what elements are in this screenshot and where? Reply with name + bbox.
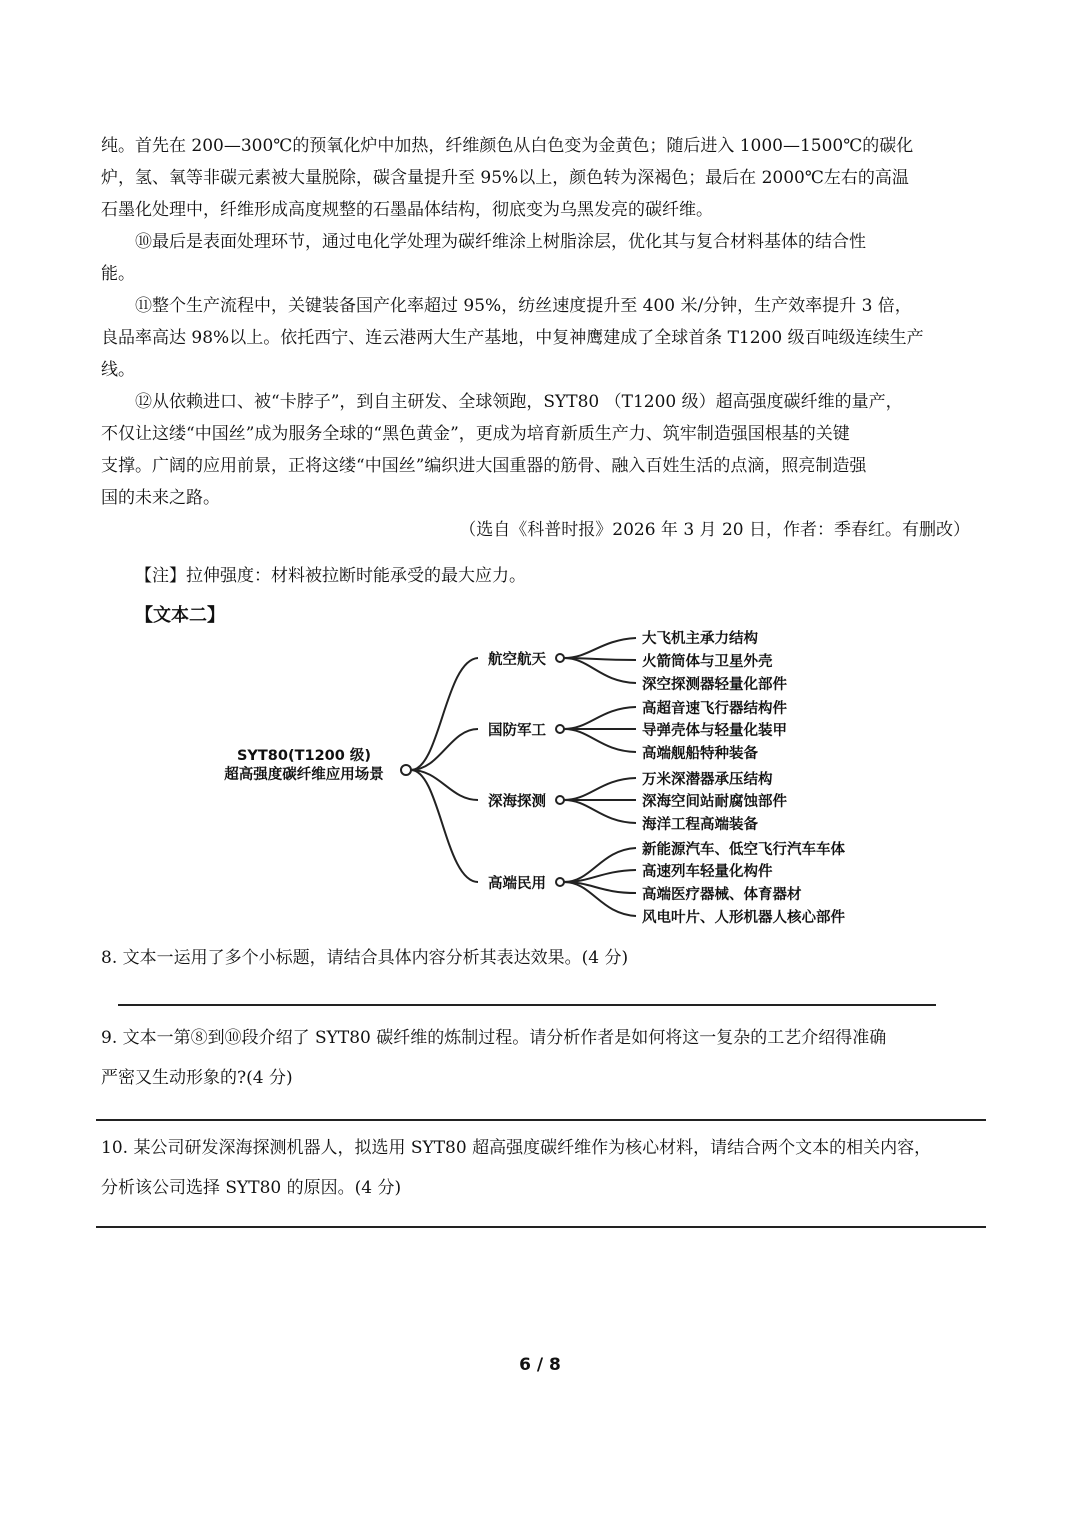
page-number: 6 / 8 — [519, 1355, 561, 1375]
branch-aerospace: 航空航天 — [488, 652, 546, 668]
connector — [564, 638, 636, 658]
branch-civil: 高端民用 — [488, 876, 546, 892]
branch-node-icon — [556, 654, 564, 662]
answer-line-q8[interactable] — [118, 1004, 936, 1006]
question-9-line2: 严密又生动形象的?(4 分) — [101, 1068, 293, 1088]
connector — [564, 778, 636, 800]
connector — [564, 707, 636, 729]
text2-heading: 【文本二】 — [135, 605, 225, 626]
connector — [564, 800, 636, 823]
question-10-line2: 分析该公司选择 SYT80 的原因。(4 分) — [101, 1178, 402, 1198]
leaf-item: 高速列车轻量化构件 — [642, 864, 773, 880]
source-citation: （选自《科普时报》2026 年 3 月 20 日，作者：季春红。有删改） — [459, 520, 970, 540]
connector — [564, 658, 636, 683]
leaf-item: 万米深潜器承压结构 — [642, 772, 773, 788]
text1-line: 良品率高达 98%以上。依托西宁、连云港两大生产基地，中复神鹰建成了全球首条 T1200 级百吨级连续生产 — [101, 328, 924, 348]
annotation-note: 【注】拉伸强度：材料被拉断时能承受的最大应力。 — [135, 566, 526, 586]
question-9-line1: 9. 文本一第⑧到⑩段介绍了 SYT80 碳纤维的炼制过程。请分析作者是如何将这一复杂的工艺介绍得准确 — [101, 1028, 887, 1048]
paragraph-12: ⑫从依赖进口、被“卡脖子”，到自主研发、全球领跑，SYT80 （T1200 级）超高强度碳纤维的量产， — [135, 392, 903, 412]
connector — [411, 658, 478, 770]
branch-defense: 国防军工 — [488, 723, 546, 739]
text1-line: 石墨化处理中，纤维形成高度规整的石墨晶体结构，彻底变为乌黑发亮的碳纤维。 — [101, 200, 713, 220]
branch-node-icon — [556, 878, 564, 886]
leaf-item: 大飞机主承力结构 — [642, 631, 758, 647]
question-10-line1: 10. 某公司研发深海探测机器人，拟选用 SYT80 超高强度碳纤维作为核心材料，请结合两个文本的相关内容， — [101, 1138, 932, 1158]
leaf-item: 高端医疗器械、体育器材 — [642, 887, 802, 903]
text1-line: 支撑。广阔的应用前景，正将这缕“中国丝”编织进大国重器的筋骨、融入百姓生活的点滴，照亮制造强 — [101, 456, 867, 476]
answer-line-q10[interactable] — [96, 1226, 986, 1228]
leaf-item: 海洋工程高端装备 — [642, 817, 758, 833]
paragraph-11: ⑪整个生产流程中，关键装备国产化率超过 95%，纺丝速度提升至 400 米/分钟，生产效率提升 3 倍， — [135, 296, 912, 316]
text1-line: 线。 — [101, 360, 135, 380]
text1-line: 能。 — [101, 264, 135, 284]
connector — [564, 729, 636, 752]
question-8: 8. 文本一运用了多个小标题，请结合具体内容分析其表达效果。(4 分) — [101, 948, 629, 968]
connector — [564, 848, 636, 882]
text1-line: 不仅让这缕“中国丝”成为服务全球的“黑色黄金”，更成为培育新质生产力、筑牢制造强国根基的关键 — [101, 424, 850, 444]
mindmap-root-line2: 超高强度碳纤维应用场景 — [224, 767, 384, 783]
text1-line: 纯。首先在 200—300℃的预氧化炉中加热，纤维颜色从白色变为金黄色；随后进入 1000—1500℃的碳化 — [101, 136, 914, 156]
root-node-icon — [401, 765, 411, 775]
text1-line: 国的未来之路。 — [101, 488, 220, 508]
answer-line-q9[interactable] — [96, 1119, 986, 1121]
mindmap-root-line1: SYT80(T1200 级) — [236, 748, 372, 764]
branch-node-icon — [556, 796, 564, 804]
leaf-item: 深空探测器轻量化部件 — [642, 677, 787, 693]
leaf-item: 深海空间站耐腐蚀部件 — [642, 794, 787, 810]
leaf-item: 风电叶片、人形机器人核心部件 — [642, 910, 845, 926]
leaf-item: 高端舰船特种装备 — [642, 746, 758, 762]
leaf-item: 新能源汽车、低空飞行汽车车体 — [642, 842, 845, 858]
paragraph-10: ⑩最后是表面处理环节，通过电化学处理为碳纤维涂上树脂涂层，优化其与复合材料基体的结合性 — [135, 232, 866, 252]
application-mindmap — [0, 620, 1080, 940]
text1-line: 炉，氢、氧等非碳元素被大量脱除，碳含量提升至 95%以上，颜色转为深褐色；最后在 2000℃左右的高温 — [101, 168, 909, 188]
leaf-item: 火箭筒体与卫星外壳 — [642, 654, 773, 670]
leaf-item: 导弹壳体与轻量化装甲 — [642, 723, 787, 739]
connector — [411, 770, 478, 882]
connector — [564, 882, 636, 916]
branch-node-icon — [556, 725, 564, 733]
branch-deep-sea: 深海探测 — [488, 794, 546, 810]
leaf-item: 高超音速飞行器结构件 — [642, 701, 787, 717]
